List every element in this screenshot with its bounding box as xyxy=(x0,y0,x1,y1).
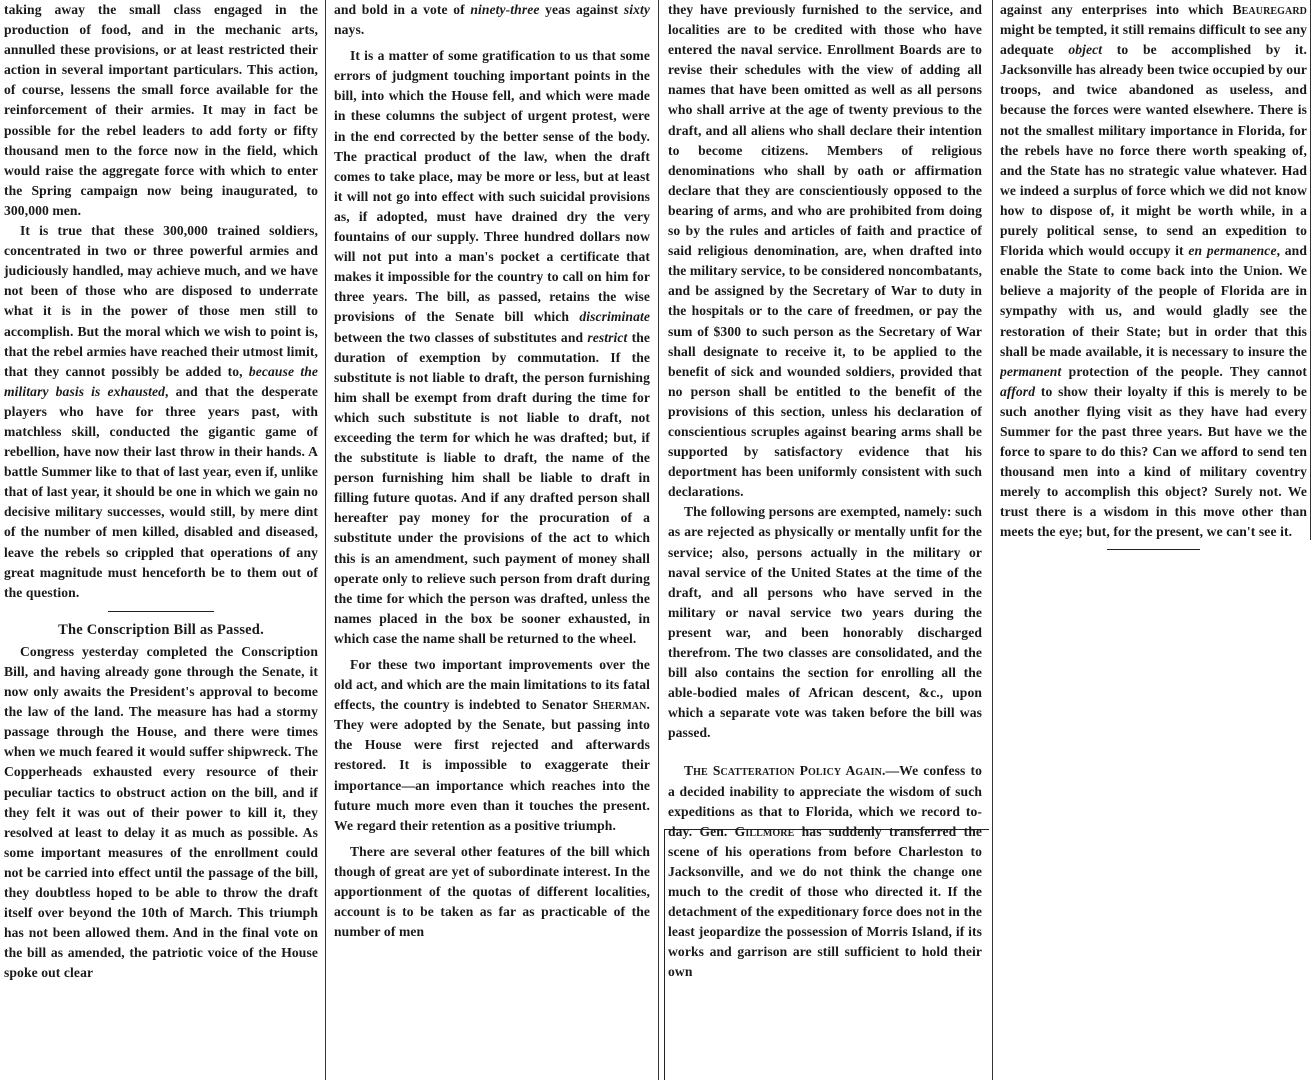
paragraph: taking away the small class engaged in the production of food, and in the mechanic arts, annulled these provisions, or at least restricted their action in several important particulars. This action, of course, lessens the small force available for the reinforcement of their armies. It may in fact be possible for the rebel leaders to add forty or fifty thousand men to the force now in the field, which would raise the aggregate force with which to enter the Spring campaign now being inaugurated, to 300,000 men. xyxy=(4,2,318,218)
editorial-paragraph: The Scatteration Policy Again.—We confess to a decided inability to appreciate the wisdom of such expeditions as that to Florida, which we record to-day. Gen. Gillmore has suddenly transferred the scene of his operations from before Charleston to Jacksonville, and we do not think the change one much to the credit of those who directed it. If the detachment of the expeditionary force does not in the least jeopardize the possession of Morris Island, if its works and garrison are still sufficient to hold their own xyxy=(668,763,982,980)
article-heading: The Conscription Bill as Passed. xyxy=(58,621,264,638)
editorial-title: The Scatteration Policy Again. xyxy=(684,763,886,779)
column-rule-1 xyxy=(325,0,326,1080)
article-column-2 xyxy=(334,0,650,1080)
paragraph: For these two important improvements over the old act, and which are the main limitations to its fatal effects, the country is indebted to Senator Sherman. They were adopted by the Senate, but passing into the House were first rejected and afterwards restored. It is impossible to exaggerate their importance—an importance which reaches into the future much more even than it touches the present. We regard their retention as a positive triumph. xyxy=(334,657,650,833)
paragraph: It is a matter of some gratification to us that some errors of judgment touching important points in the bill, into which the House fell, and which were made in these columns the subject of urgent protest, were in the end corrected by the better sense of the body. The practical product of the law, when the draft comes to take place, may be more or less, but at least it will not go into effect with such suicidal provisions as, if adopted, must have drained dry the very fountains of our supply. Three hundred dollars now will not put into a man's pocket a certificate that makes it impossible for the country to call on him for three years. The bill, as passed, retains the wise provisions of the Senate bill which discriminate between the two classes of substitutes and restrict the duration of exemption by commutation. If the substitute is not liable to draft, the person furnishing him shall be exempt from draft during the time for which such substitute is not liable to draft, not exceeding the term for which he was drafted; but, if the substitute is liable to draft, the name of the person furnishing him shall be liable to draft in filling future quotas. And if any drafted person shall hereafter pay money for the procuration of a substitute under the provisions of the act to which this is an amendment, such payment of money shall operate only to relieve such person from draft during the time for which the person was drafted, unless the names placed in the box be sooner exhausted, in which case the name shall be returned to the wheel. xyxy=(334,48,650,646)
column-rule-2 xyxy=(658,0,659,1080)
editorial-box-border xyxy=(664,829,989,1080)
article-column-1 xyxy=(4,0,318,1080)
paragraph: The following persons are exempted, namely: such as are rejected as physically or mentally unfit for the service; also, persons actually in the military or naval service of the United States at the time of the draft, and all persons who have served in the military or naval service two years during the present war, and been honorably discharged therefrom. The two classes are consolidated, and the bill also contains the section for enrolling all the able-bodied males of African descent, &c., upon which a separate vote was taken before the bill was passed. xyxy=(668,504,982,741)
article-column-4 xyxy=(1000,0,1307,1080)
paragraph: Congress yesterday completed the Conscription Bill, and having already gone through the Senate, it now only awaits the President's approval to become the law of the land. The measure has had a stormy passage through the House, and there were times when we much feared it would suffer shipwreck. The Copperheads exhausted every resource of their peculiar tactics to obstruct action on the bill, and if they felt it was out of their power to kill it, they resolved at least to delay it as much as possible. As some important measures of the enrollment could not be carried into effect until the passage of the bill, they doubtless hoped to be able to throw the draft itself over beyond the 10th of March. This triumph has not been allowed them. And in the final vote on the bill as amended, the patriotic voice of the House spoke out clear xyxy=(4,643,318,981)
column-rule-4 xyxy=(1310,0,1311,540)
paragraph: they have previously furnished to the service, and localities are to be credited with those who have entered the naval service. Enrollment Boards are to revise their schedules with the view of adding all names that have been omitted as well as all persons who shall arrive at the age of twenty previous to the draft, and all aliens who shall declare their intention to become citizens. Members of religious denominations who shall by oath or affirmation declare that they are conscientiously opposed to the bearing of arms, and who are prohibited from doing so by the rules and articles of faith and practice of said religious denomination, are, when drafted into the military service, to be considered noncombatants, and be assigned by the Secretary of War to duty in the hospitals or to the care of freedmen, or pay the sum of $300 to such person as the Secretary of War shall designate to receive it, to be applied to the benefit of sick and wounded soldiers, provided that no person shall be entitled to the benefit of the provisions of this section, unless his declaration of conscientious scruples against bearing arms shall be supported by satisfactory evidence that his deportment has been uniformly consistent with such declarations. xyxy=(668,2,982,500)
column-rule-3 xyxy=(992,0,993,1080)
end-rule xyxy=(1107,549,1199,550)
paragraph: It is true that these 300,000 trained soldiers, concentrated in two or three powerful armies and judiciously handled, may achieve much, and we have not been of those who are disposed to underrate what it is in the power of those men still to accomplish. But the moral which we wish to point is, that the rebel armies have reached their utmost limit, that they cannot possibly be added to, because the military basis is exhausted, and that the desperate players who have for three years past, with matchless skill, conducted the gigantic game of rebellion, have now their last throw in their hands. A battle Summer like to that of last year, even if, unlike that of last year, it should be one in which we gain no decisive military successes, would still, by mere dint of the number of men killed, disabled and diseased, leave the rebels so crippled that operations of any great magnitude must henceforth be to them out of the question. xyxy=(4,223,318,600)
paragraph: against any enterprises into which Beauregard might be tempted, it still remains difficult to see any adequate object to be accomplished by it. Jacksonville has already been twice occupied by our troops, and twice abandoned as useless, and because the forces were wanted elsewhere. There is not the smallest military importance in Florida, for the rebels have no force there worth speaking of, and the State has no strategic value whatever. Had we indeed a surplus of force which we did not know how to dispose of, it might be worth while, in a purely political sense, to send an expedition to Florida which would occupy it en permanence, and enable the State to come back into the Union. We believe a majority of the people of Florida are in sympathy with us, and would gladly see the restoration of their State; but in order that this shall be made available, it is necessary to insure the permanent protection of the people. They cannot afford to show their loyalty if this is merely to be such another flying visit as they have had every Summer for the past three years. But have we the force to spare to do this? Can we afford to send ten thousand men into a kind of military coventry merely to accomplish this object? Surely not. We trust there is a wisdom in this move other than meets the eye; but, for the present, we can't see it. xyxy=(1000,2,1307,540)
section-divider xyxy=(108,611,215,612)
paragraph: There are several other features of the bill which though of great are yet of subordinate interest. In the apportionment of the quotas of different localities, account is to be taken as far as practicable of the number of men xyxy=(334,843,650,940)
paragraph: and bold in a vote of ninety-three yeas against sixty nays. xyxy=(334,2,650,38)
